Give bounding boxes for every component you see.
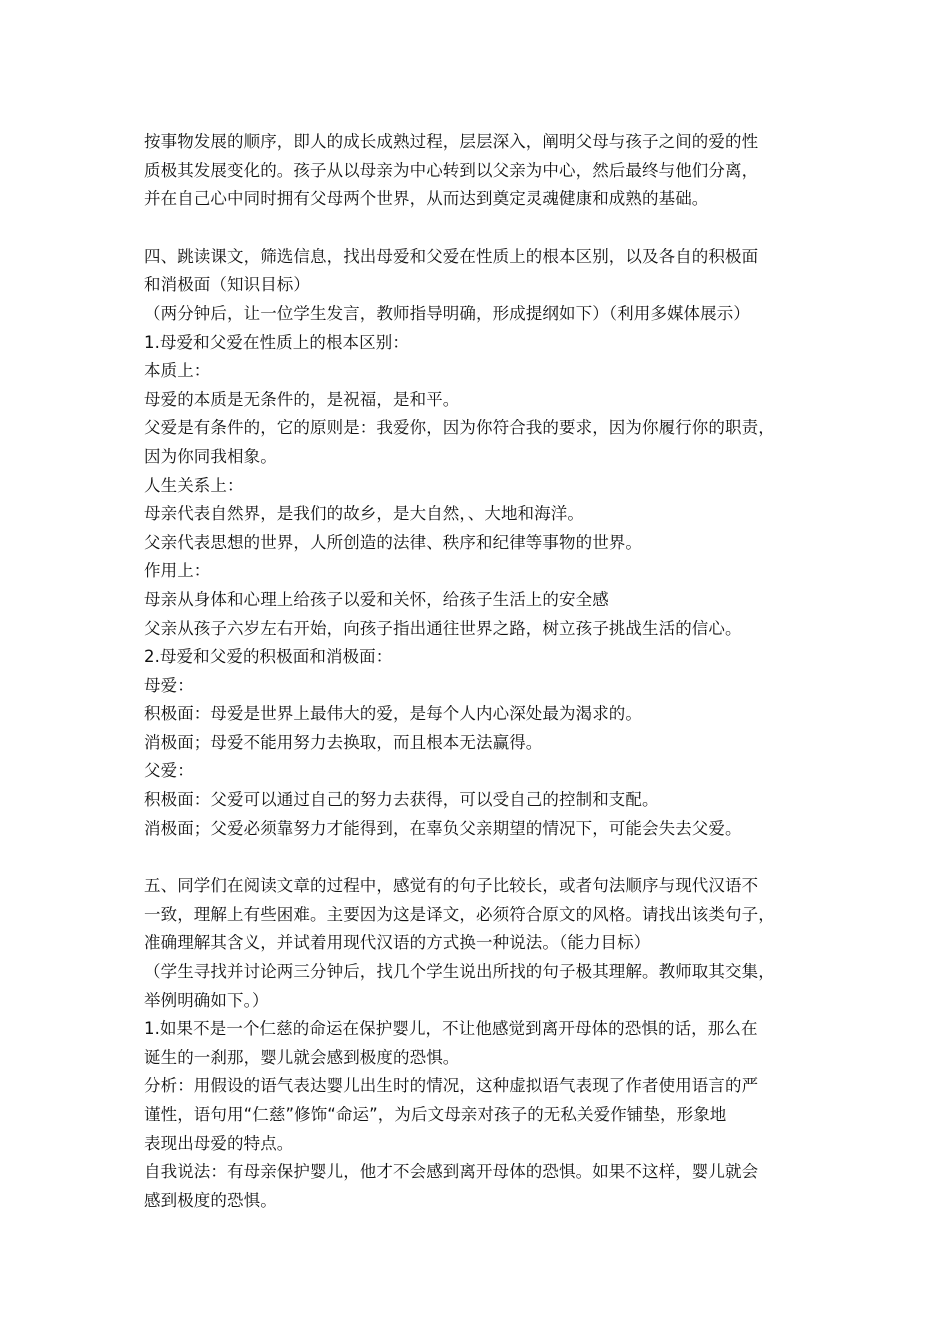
text-line: 作用上： [144, 561, 211, 581]
text-line: 本质上： [144, 361, 211, 381]
text-line: （学生寻找并讨论两三分钟后，找几个学生说出所找的句子极其理解。教师取其交集， [144, 962, 775, 982]
text-line: 因为你同我相象。 [144, 446, 277, 466]
text-line: 举例明确如下。） [144, 990, 269, 1010]
text-line: 父爱是有条件的，它的原则是：我爱你，因为你符合我的要求，因为你履行你的职责， [144, 418, 775, 438]
text-line: 分析：用假设的语气表达婴儿出生时的情况，这种虚拟语气表现了作者使用语言的严 [144, 1076, 759, 1096]
section-four [144, 243, 808, 843]
subheading-line: 1.母爱和父爱在性质上的根本区别： [144, 332, 409, 352]
section-heading-line: 四、跳读课文，筛选信息，找出母爱和父爱在性质上的根本区别，以及各自的积极面 [144, 246, 759, 266]
intro-paragraph [144, 128, 808, 214]
text-line: 消极面；母爱不能用努力去换取，而且根本无法赢得。 [144, 732, 543, 752]
paragraph-spacer [144, 214, 808, 243]
text-line: 诞生的一刹那，婴儿就会感到极度的恐惧。 [144, 1047, 460, 1067]
text-line: 1.如果不是一个仁慈的命运在保护婴儿，不让他感觉到离开母体的恐惧的话，那么在 [144, 1019, 758, 1039]
text-line: 父亲代表思想的世界，人所创造的法律、秩序和纪律等事物的世界。 [144, 532, 642, 552]
text-line: 父亲从孩子六岁左右开始，向孩子指出通往世界之路，树立孩子挑战生活的信心。 [144, 618, 742, 638]
section-heading-line: 五、同学们在阅读文章的过程中，感觉有的句子比较长，或者句法顺序与现代汉语不 [144, 876, 759, 896]
paragraph-spacer [144, 843, 808, 872]
text-line: 父爱： [144, 761, 194, 781]
section-heading-line: 一致，理解上有些困难。主要因为这是译文，必须符合原文的风格。请找出该类句子， [144, 904, 775, 924]
text-line: 感到极度的恐惧。 [144, 1190, 277, 1210]
document-body [144, 128, 808, 1215]
section-five [144, 872, 808, 1215]
text-line: 母爱的本质是无条件的，是祝福，是和平。 [144, 389, 460, 409]
text-line: 人生关系上： [144, 475, 244, 495]
text-line: 积极面：母爱是世界上最伟大的爱，是每个人内心深处最为渴求的。 [144, 704, 642, 724]
section-heading-line: 准确理解其含义，并试着用现代汉语的方式换一种说法。（能力目标） [144, 933, 651, 953]
text-line: 并在自己心中同时拥有父母两个世界，从而达到奠定灵魂健康和成熟的基础。 [144, 189, 709, 209]
text-line: （两分钟后，让一位学生发言，教师指导明确，形成提纲如下）（利用多媒体展示） [144, 303, 750, 323]
text-line: 消极面；父爱必须靠努力才能得到，在辜负父亲期望的情况下，可能会失去父爱。 [144, 818, 742, 838]
text-line: 母亲代表自然界，是我们的故乡，是大自然，、大地和海洋。 [144, 504, 584, 524]
text-line: 自我说法：有母亲保护婴儿，他才不会感到离开母体的恐惧。如果不这样，婴儿就会 [144, 1162, 759, 1182]
text-line: 母亲从身体和心理上给孩子以爱和关怀，给孩子生活上的安全感 [144, 589, 609, 609]
text-line: 质极其发展变化的。孩子从以母亲为中心转到以父亲为中心，然后最终与他们分离， [144, 160, 759, 180]
text-line: 积极面：父爱可以通过自己的努力去获得，可以受自己的控制和支配。 [144, 790, 659, 810]
text-line: 母爱： [144, 675, 194, 695]
text-line: 表现出母爱的特点。 [144, 1133, 294, 1153]
subheading-line: 2.母爱和父爱的积极面和消极面： [144, 647, 393, 667]
text-line: 按事物发展的顺序，即人的成长成熟过程，层层深入，阐明父母与孩子之间的爱的性 [144, 132, 759, 151]
text-line: 谨性，语句用“仁慈”修饰“命运”，为后文母亲对孩子的无私关爱作铺垫，形象地 [144, 1105, 727, 1124]
section-heading-line: 和消极面（知识目标） [144, 275, 310, 295]
